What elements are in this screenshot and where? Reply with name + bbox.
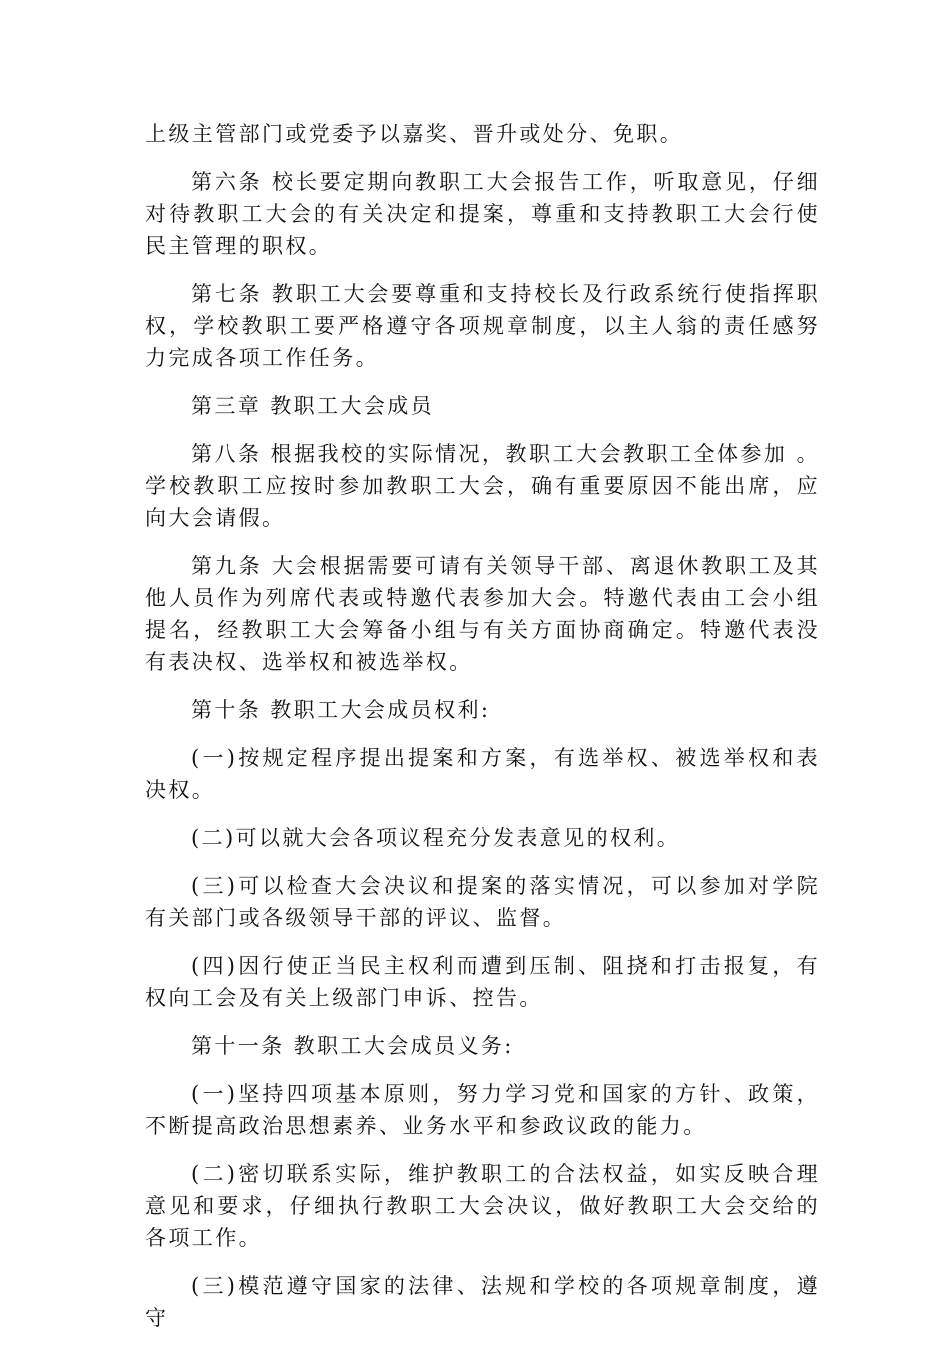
article-10-heading: 第十条 教职工大会成员权利:: [191, 698, 491, 722]
chapter-3-heading: 第三章 教职工大会成员: [191, 394, 435, 418]
article-10-item-1: (一)按规定程序提出提案和方案，有选举权、被选举权和表决权。: [145, 746, 820, 802]
paragraph-continuation: 上级主管部门或党委予以嘉奖、晋升或处分、免职。: [145, 122, 684, 146]
article-10-item-2: (二)可以就大会各项议程充分发表意见的权利。: [191, 826, 681, 850]
article-11-item-1: (一)坚持四项基本原则，努力学习党和国家的方针、政策，不断提高政治思想素养、业务水平和参政议政的能力。: [145, 1082, 820, 1138]
article-10-item-4: (四)因行使正当民主权利而遭到压制、阻挠和打击报复，有权向工会及有关上级部门申诉、控告。: [145, 954, 820, 1010]
article-11-heading: 第十一条 教职工大会成员义务:: [191, 1034, 514, 1058]
article-10-item-3: (三)可以检查大会决议和提案的落实情况，可以参加对学院有关部门或各级领导干部的评议、监督。: [145, 874, 820, 930]
article-7: 第七条 教职工大会要尊重和支持校长及行政系统行使指挥职权，学校教职工要严格遵守各项规章制度，以主人翁的责任感努力完成各项工作任务。: [145, 282, 820, 370]
article-6: 第六条 校长要定期向教职工大会报告工作，听取意见，仔细对待教职工大会的有关决定和提案，尊重和支持教职工大会行使民主管理的职权。: [145, 170, 820, 258]
article-11-item-3: (三)模范遵守国家的法律、法规和学校的各项规章制度，遵守: [145, 1274, 820, 1330]
article-9: 第九条 大会根据需要可请有关领导干部、离退休教职工及其他人员作为列席代表或特邀代表参加大会。特邀代表由工会小组提名，经教职工大会筹备小组与有关方面协商确定。特邀代表没有表决权、选举权和被选举权。: [145, 554, 820, 674]
article-8: 第八条 根据我校的实际情况，教职工大会教职工全体参加 。学校教职工应按时参加教职工大会，确有重要原因不能出席，应向大会请假。: [145, 442, 820, 530]
document-body: [145, 118, 820, 1350]
article-11-item-2: (二)密切联系实际，维护教职工的合法权益，如实反映合理意见和要求，仔细执行教职工大会决议，做好教职工大会交给的各项工作。: [145, 1162, 820, 1250]
